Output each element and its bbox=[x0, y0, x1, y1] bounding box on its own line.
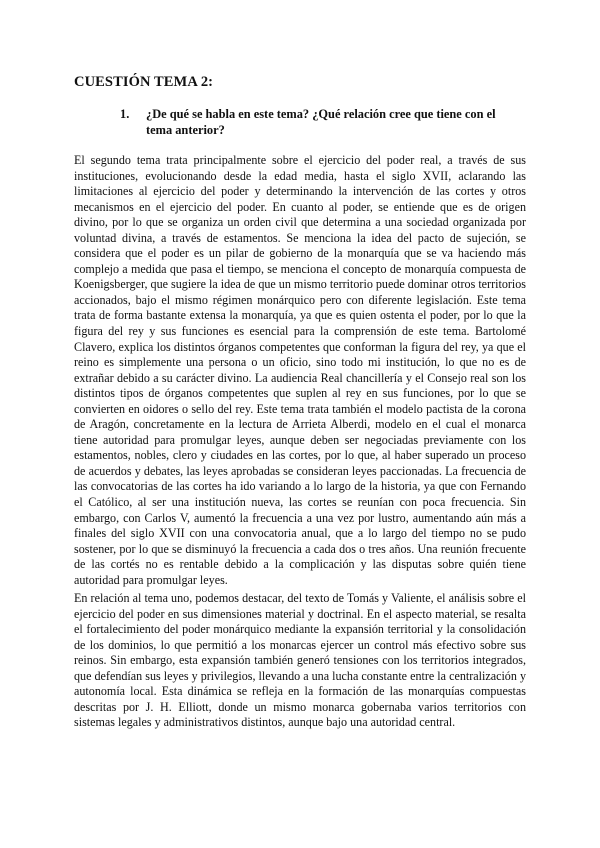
question-text: ¿De qué se habla en este tema? ¿Qué relación cree que tiene con el tema anterior? bbox=[146, 107, 496, 137]
question-number: 1. bbox=[120, 107, 130, 121]
paragraph-2: En relación al tema uno, podemos destacar, del texto de Tomás y Valiente, el análisis sobre el ejercicio del poder en sus dimensiones material y doctrinal. En el aspecto material, se resalta el fortalecimiento del poder monárquico mediante la expansión territorial y la consolidación de los dominios, lo que permitió a los monarcas ejercer un control más efectivo sobre sus reinos. Sin embargo, esta expansión también generó tensiones con los territorios integrados, que defendían sus leyes y privilegios, llevando a una lucha constante entre la centralización y autonomía local. Esta dinámica se refleja en la formación de las monarquías compuestas descritas por J. H. Elliott, donde un mismo monarca gobernaba varios territorios con sistemas legales y administrativos distintos, aunque bajo una autoridad central. bbox=[74, 591, 526, 730]
section-heading: CUESTIÓN TEMA 2: bbox=[74, 74, 214, 90]
question-item bbox=[120, 106, 520, 138]
paragraph-1: El segundo tema trata principalmente sobre el ejercicio del poder real, a través de sus instituciones, evolucionando desde la edad media, hasta el siglo XVII, aclarando las limitaciones al ejercicio del poder y determinando la intervención de las cortes y otros mecanismos en el ejercicio del poder. En cuanto al poder, se entiende que es de origen divino, por lo que se organiza un orden civil que determina a una sociedad organizada por voluntad divina, a través de estamentos. Se menciona la idea del pacto de sujeción, se considera que el poder es un pilar de gobierno de la monarquía que se va haciendo más complejo a medida que pasa el tiempo, se menciona el concepto de monarquía compuesta de Koenigsberger, que sugiere la idea de que un mismo territorio puede dominar otros territorios accionados, bajo el mismo régimen monárquico pero con diferente legislación. Este tema trata de forma bastante extensa la monarquía, ya que es quien ostenta el poder, por lo que la figura del rey y sus funciones es esencial para la comprensión de este tema. Bartolomé Clavero, explica los distintos órganos competentes que conforman la figura del rey, ya que el reino es simplemente una persona o un oficio, sino todo mi institución, lo que no es de extrañar debido a su carácter divino. La audiencia Real chancillería y el Consejo real son los distintos tipos de órganos competentes que suplen al rey en sus funciones, por lo que se convierten en oidores o sello del rey. Este tema trata también el modelo pactista de la corona de Aragón, concretamente en la lectura de Arrieta Alberdi, modelo en el cual el monarca tiene autoridad para promulgar leyes, aunque deben ser negociadas previamente con los estamentos, nobles, clero y ciudades en las cortes, por lo que, al haber superado un proceso de acuerdos y debates, las leyes aprobadas se consideran leyes paccionadas. La frecuencia de las convocatorias de las cortes ha ido variando a lo largo de la historia, ya que con Fernando el Católico, al ser una institución nueva, las cortes se reunían con poca frecuencia. Sin embargo, con Carlos V, aumentó la frecuencia a una vez por lustro, aumentando aún más a finales del siglo XVII con una convocatoria anual, que a lo largo del tiempo no se pudo sostener, por lo que se disminuyó la frecuencia a cada dos o tres años. Una reunión frecuente de las cortés no es rentable debido a la complicación y las disputas sobre quién tiene autoridad para promulgar leyes. bbox=[74, 153, 527, 587]
